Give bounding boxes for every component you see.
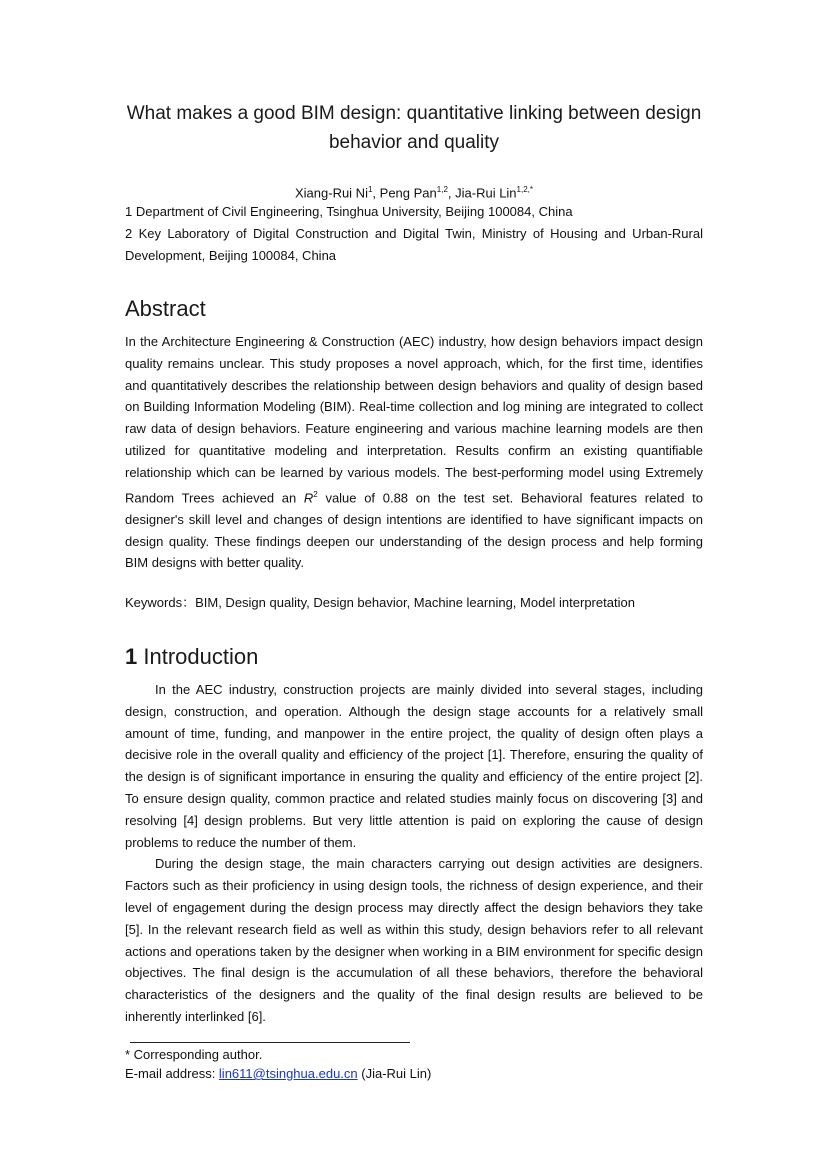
keywords-line <box>125 592 703 614</box>
author-separator: , <box>372 185 380 201</box>
introduction-paragraph-1: In the AEC industry, construction projects are mainly divided into several stages, including design, construction, and operation. Although the design stage accounts for a relatively small amount of time, funding, and manpower in the entire project, the quality of design often plays a decisive role in the overall quality and efficiency of the project [1]. Therefore, ensuring the quality of the design is of significant importance in ensuring the quality and efficiency of the entire project [2]. To ensure design quality, common practice and related studies mainly focus on discovering [3] and resolving [4] design problems. But very little attention is paid on exploring the cause of design problems to reduce the number of them. <box>125 682 703 850</box>
author-affiliation-mark: 1 <box>367 185 373 194</box>
introduction-heading <box>125 643 258 671</box>
paper-title-line-1: What makes a good BIM design: quantitative linking between design <box>126 103 702 124</box>
introduction-paragraph-2: During the design stage, the main characters carrying out design activities are designers. Factors such as their proficiency in using design tools, the richness of design experience, and their level of engagement during the design process may directly affect the design behaviors they take [5]. In the relevant research field as well as within this study, design behaviors refer to all relevant actions and operations taken by the designer when working in a BIM environment for specific design objectives. The final design is the accumulation of all these behaviors, therefore the behavioral characteristics of the designers and the quality of the final design results are believed to be inherently interlinked [6]. <box>125 856 703 1024</box>
author-name: Jia-Rui Lin <box>455 185 517 201</box>
r-squared-exponent: 2 <box>313 489 318 499</box>
abstract-text-part-2: value of 0.88 on the test set. Behavioral features related to designer's skill level and changes of design intentions are identified to have significant impacts on design quality. These findings deepen our understanding of the design process and help forming BIM designs with better quality. <box>125 489 703 571</box>
email-label: E-mail address: <box>125 1066 219 1081</box>
affiliation-2: 2 Key Laboratory of Digital Construction and Digital Twin, Ministry of Housing and Urban-Rural Development, Beijing 100084, China <box>125 226 703 263</box>
abstract-body <box>125 331 703 574</box>
affiliation-1: 1 Department of Civil Engineering, Tsinghua University, Beijing 100084, China <box>125 204 573 219</box>
paper-title-line-2: behavior and quality <box>328 132 500 153</box>
author-name: Xiang-Rui Ni <box>294 185 368 201</box>
introduction-body <box>125 679 703 1028</box>
footnote-divider <box>130 1042 410 1043</box>
email-owner: (Jia-Rui Lin) <box>357 1066 432 1081</box>
keywords-label: Keywords： <box>125 595 196 610</box>
author-list <box>125 182 703 201</box>
section-number: 1 <box>125 644 138 669</box>
r-squared-symbol: R <box>303 489 314 505</box>
author-name: Peng Pan <box>379 185 437 201</box>
section-title: Introduction <box>143 644 259 669</box>
email-note <box>125 1064 703 1083</box>
author-affiliation-mark: 1,2,* <box>516 185 534 194</box>
paper-title <box>100 99 728 157</box>
corresponding-author-note: * Corresponding author. <box>125 1047 263 1062</box>
email-link[interactable]: lin611@tsinghua.edu.cn <box>218 1066 358 1081</box>
abstract-text-part-1: In the Architecture Engineering & Construction (AEC) industry, how design behaviors impact design quality remains unclear. This study proposes a novel approach, which, for the first time, identifies and quantitatively describes the relationship between design behaviors and quality of design based on Building Information Modeling (BIM). Real-time collection and log mining are integrated to collect raw data of design behaviors. Feature engineering and various machine learning models are then utilized for quantitative modeling and interpretation. Results confirm an existing quantifiable relationship which can be learned by various models. The best-performing model using Extremely Random Trees achieved an <box>125 334 703 505</box>
abstract-heading: Abstract <box>125 296 206 321</box>
author-separator: , <box>447 185 456 201</box>
keywords-list: BIM, Design quality, Design behavior, Machine learning, Model interpretation <box>195 595 635 610</box>
author-affiliation-mark: 1,2 <box>436 185 448 194</box>
